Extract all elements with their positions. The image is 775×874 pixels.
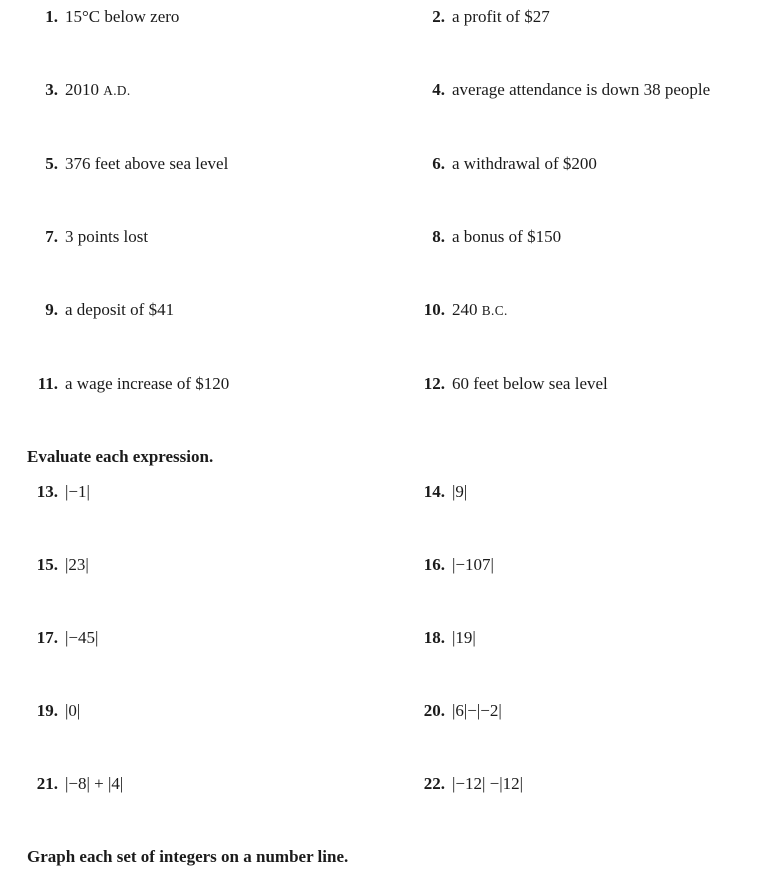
problem-item (387, 772, 775, 796)
problem-item (387, 152, 775, 176)
problem-item (0, 78, 387, 103)
problem-item (0, 699, 387, 723)
problem-item (387, 372, 775, 396)
problem-item (0, 553, 387, 577)
problem-text-main: 2010 (65, 80, 104, 99)
problem-item (0, 480, 387, 504)
problem-expression: |0| (65, 701, 81, 720)
problem-text-smallcaps: A.D. (103, 83, 131, 98)
problem-text-main: 240 (452, 300, 482, 319)
problem-expression: |−1| (65, 482, 90, 501)
section-heading-evaluate: Evaluate each expression. (27, 447, 214, 466)
problem-text: a deposit of $41 (65, 300, 175, 319)
problem-number: 3. (45, 80, 58, 99)
problem-text-smallcaps: B.C. (481, 303, 508, 318)
problem-row (0, 298, 775, 323)
problem-number: 18. (423, 628, 445, 647)
problem-text: 376 feet above sea level (65, 154, 229, 173)
problem-text: a withdrawal of $200 (452, 154, 597, 173)
problem-row (0, 225, 775, 249)
problem-number: 1. (45, 7, 58, 26)
problem-text (452, 298, 508, 323)
problem-row (0, 772, 775, 796)
problem-number: 9. (45, 300, 58, 319)
section-heading-graph: Graph each set of integers on a number line. (27, 847, 349, 866)
problem-text: 15°C below zero (65, 7, 180, 26)
problem-row (0, 626, 775, 650)
problem-number: 6. (432, 154, 445, 173)
problem-number: 4. (432, 80, 445, 99)
problem-expression: |9| (452, 482, 468, 501)
problem-item (387, 298, 775, 323)
problem-number: 15. (36, 555, 58, 574)
problem-item (387, 553, 775, 577)
problem-row (0, 553, 775, 577)
problem-expression: |−45| (65, 628, 99, 647)
problem-expression: |−8| + |4| (65, 774, 124, 793)
problem-text: a profit of $27 (452, 7, 550, 26)
problem-number: 8. (432, 227, 445, 246)
problem-row (0, 152, 775, 176)
problem-item (0, 5, 387, 29)
problem-text (65, 78, 131, 103)
problem-item (387, 78, 775, 103)
problem-expression: |6|−|−2| (452, 701, 502, 720)
problem-row (0, 78, 775, 103)
problem-item (0, 298, 387, 323)
problem-number: 16. (423, 555, 445, 574)
problem-item (387, 5, 775, 29)
problem-item (387, 699, 775, 723)
problem-expression: |−12| −|12| (452, 774, 524, 793)
problem-text: average attendance is down 38 people (452, 80, 711, 99)
problem-expression: |19| (452, 628, 476, 647)
problem-number: 17. (36, 628, 58, 647)
problem-number: 7. (45, 227, 58, 246)
problem-item (0, 772, 387, 796)
problem-number: 12. (423, 374, 445, 393)
problem-item (387, 225, 775, 249)
problem-row (0, 372, 775, 396)
problem-item (0, 626, 387, 650)
problem-number: 22. (423, 774, 445, 793)
problem-number: 5. (45, 154, 58, 173)
problem-item (387, 626, 775, 650)
problem-number: 14. (423, 482, 445, 501)
problem-text: a bonus of $150 (452, 227, 562, 246)
problem-number: 10. (423, 300, 445, 319)
problem-expression: |−107| (452, 555, 494, 574)
problem-number: 2. (432, 7, 445, 26)
problem-number: 19. (36, 701, 58, 720)
problem-row (0, 480, 775, 504)
problem-item (0, 225, 387, 249)
problem-expression: |23| (65, 555, 89, 574)
problem-number: 13. (36, 482, 58, 501)
problem-text: 3 points lost (65, 227, 149, 246)
problem-item (387, 480, 775, 504)
problem-text: a wage increase of $120 (65, 374, 230, 393)
problem-text: 60 feet below sea level (452, 374, 608, 393)
problem-number: 20. (423, 701, 445, 720)
problem-item (0, 152, 387, 176)
problem-number: 21. (36, 774, 58, 793)
problem-row (0, 699, 775, 723)
problem-item (0, 372, 387, 396)
problem-row (0, 5, 775, 29)
problem-number: 11. (37, 374, 58, 393)
